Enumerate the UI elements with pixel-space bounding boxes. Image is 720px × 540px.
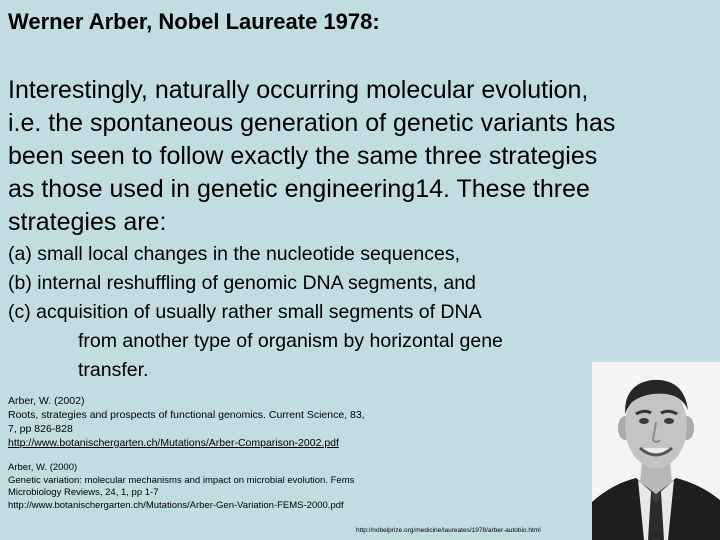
reference-title: Microbiology Reviews, 24, 1, pp 1-7	[8, 487, 159, 498]
intro-paragraph	[8, 74, 713, 239]
reference-1	[8, 394, 488, 450]
reference-title: Roots, strategies and prospects of functional genomics. Current Science, 83,	[8, 409, 365, 421]
reference-link[interactable]: http://www.botanischergarten.ch/Mutations/Arber-Gen-Variation-FEMS-2000.pdf	[8, 499, 344, 511]
reference-link[interactable]: http://www.botanischergarten.ch/Mutations/Arber-Comparison-2002.pdf	[8, 437, 339, 449]
intro-line: strategies are:	[8, 208, 167, 236]
photo-credit-link[interactable]: http://nobelprize.org/medicine/laureates/1978/arber-autobio.html	[356, 527, 541, 534]
intro-line: been seen to follow exactly the same three strategies	[8, 142, 598, 170]
portrait-photo	[592, 362, 720, 540]
intro-line: Interestingly, naturally occurring molecular evolution,	[8, 76, 589, 104]
reference-title: 7, pp 826-828	[8, 423, 73, 435]
strategy-item-c: (c) acquisition of usually rather small segments of DNA	[8, 301, 482, 323]
strategy-item-c-continued: from another type of organism by horizontal gene	[78, 330, 503, 352]
strategy-item-c-continued: transfer.	[78, 359, 149, 381]
intro-line: as those used in genetic engineering14. These three	[8, 175, 590, 203]
strategy-item-b: (b) internal reshuffling of genomic DNA segments, and	[8, 272, 476, 294]
reference-title: Genetic variation: molecular mechanisms and impact on microbial evolution. Fems	[8, 474, 355, 486]
references	[8, 394, 488, 512]
slide-title: Werner Arber, Nobel Laureate 1978:	[8, 9, 380, 34]
strategies-list	[8, 240, 648, 385]
intro-line: i.e. the spontaneous generation of genetic variants has	[8, 109, 616, 137]
reference-author: Arber, W. (2000)	[8, 462, 78, 473]
reference-2	[8, 462, 488, 512]
portrait-image	[592, 362, 720, 540]
strategy-item-a: (a) small local changes in the nucleotide sequences,	[8, 243, 461, 265]
reference-author: Arber, W. (2002)	[8, 395, 85, 407]
